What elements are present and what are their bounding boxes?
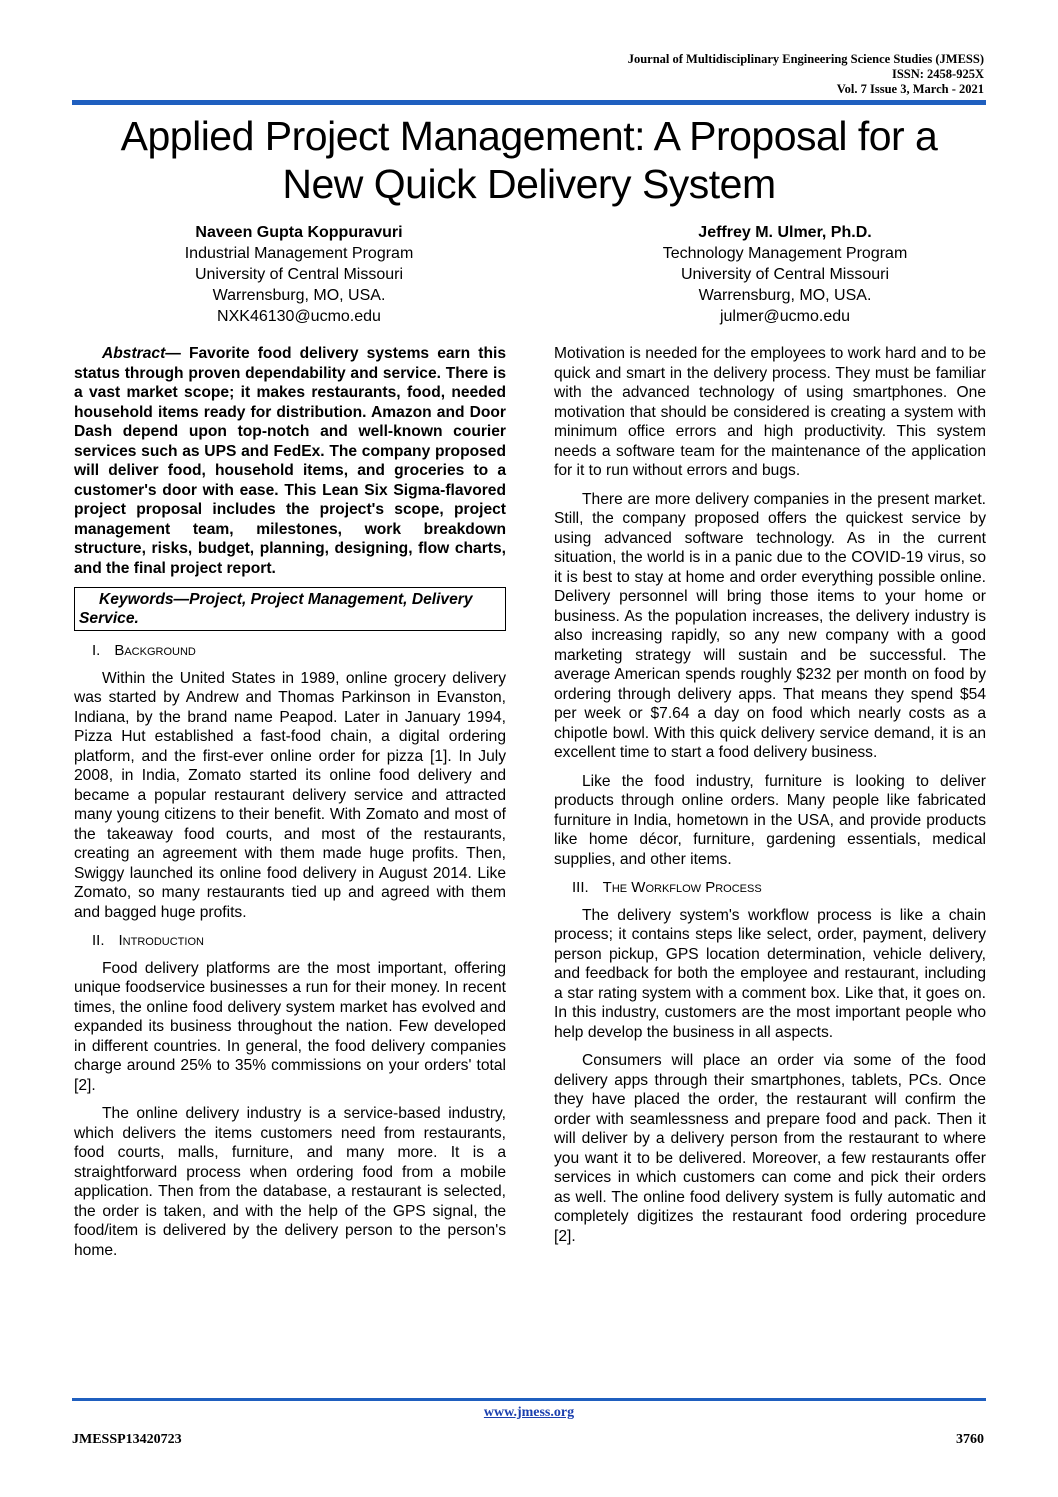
- author-block-2: [585, 222, 985, 327]
- section-number: II.: [92, 932, 105, 949]
- author-univ: University of Central Missouri: [680, 266, 890, 283]
- section-title: The Workflow Process: [602, 879, 762, 896]
- author-name: Jeffrey M. Ulmer, Ph.D.: [698, 224, 872, 241]
- header-rule: [72, 100, 986, 105]
- paragraph: Motivation is needed for the employees to work hard and to be quick and smart in the delivery process. They must be familiar with the advanced technology of using smartphones. One motivation that should be considered is creating a system with minimum office errors and high productivity. This system needs a software team for the maintenance of the application for it to run without errors and bugs.: [554, 345, 986, 479]
- author-block-1: [99, 222, 499, 327]
- paragraph: Food delivery platforms are the most important, offering unique foodservice businesses a run for their money. In recent times, the online food delivery system market has evolved and expanded its business throughout the nation. Few developed in different countries. In general, the food delivery companies charge around 25% to 35% commissions on your orders' total [2].: [74, 959, 506, 1094]
- right-column: [554, 344, 986, 1255]
- author-email[interactable]: julmer@ucmo.edu: [719, 308, 851, 325]
- section-heading-workflow: [572, 878, 986, 898]
- author-location: Warrensburg, MO, USA.: [698, 287, 872, 304]
- title-line-2: New Quick Delivery System: [282, 161, 776, 207]
- left-column: [74, 344, 506, 1269]
- journal-name: Journal of Multidisciplinary Engineering Science Studies (JMESS): [627, 52, 984, 66]
- journal-issn: ISSN: 2458-925X: [891, 67, 984, 81]
- abstract: [74, 344, 506, 578]
- paragraph: The delivery system's workflow process is like a chain process; it contains steps like select, order, payment, delivery person pickup, GPS location determination, vehicle delivery, and feedback for both the employee and restaurant, including a star rating system with a comment box. Like that, it goes on. In this industry, customers are the most important people who help develop the business in all aspects.: [554, 906, 986, 1041]
- author-location: Warrensburg, MO, USA.: [212, 287, 386, 304]
- keywords-box: Keywords—Project, Project Management, Delivery Service.: [74, 587, 506, 631]
- author-name: Naveen Gupta Koppuravuri: [195, 224, 403, 241]
- paragraph: Like the food industry, furniture is looking to deliver products through online orders. Many people like fabricated furniture in India, hometown in the USA, and provide products like home décor, furniture, gardening essentials, medical supplies, and other items.: [554, 772, 986, 868]
- paragraph: Consumers will place an order via some of the food delivery apps through their smartphones, tablets, PCs. Once they have placed the order, the restaurant will confirm the order with seamlessness and prepare food and pack. Then it will deliver by a delivery person from the restaurant to where you want it to be delivered. Moreover, a few restaurants offer services in which customers can come and pick their orders as well. The online food delivery system is fully automatic and completely digitizes the restaurant food ordering procedure [2].: [554, 1052, 986, 1245]
- author-univ: University of Central Missouri: [194, 266, 404, 283]
- section-heading-background: [92, 641, 506, 661]
- footer-page-number: 3760: [956, 1432, 984, 1447]
- journal-volume: Vol. 7 Issue 3, March - 2021: [836, 82, 984, 96]
- section-number: I.: [92, 642, 101, 659]
- paragraph: Within the United States in 1989, online grocery delivery was started by Andrew and Thomas Parkinson in Evanston, Indiana, by the brand name Peapod. Later in January 1994, Pizza Hut established a fast-food chain, a digital ordering platform, and the first-ever online order for pizza [1]. In July 2008, in India, Zomato started its online food delivery and became a popular restaurant delivery service and attracted many young citizens to their benefit. With Zomato and most of the takeaway food courts, and most of the restaurants, creating an agreement with them made huge profits. Then, Swiggy launched its online food delivery in August 2014. Like Zomato, so many restaurants tied up and agreed with them and bagged huge profits.: [74, 669, 506, 921]
- paragraph: The online delivery industry is a service-based industry, which delivers the items customers need from restaurants, food courts, malls, furniture, and many more. It is a straightforward process when ordering food from a mobile application. Then from the database, a restaurant is selected, the order is taken, and with the help of the GPS signal, the food/item is delivered by the delivery person to the person's home.: [74, 1105, 506, 1259]
- section-title: Background: [114, 642, 196, 659]
- journal-header: [628, 52, 984, 97]
- paper-title: [72, 112, 986, 208]
- paragraph: There are more delivery companies in the present market. Still, the company proposed offers the quickest service by using advanced software technology. As in the current situation, the world is in a panic due to the COVID-19 virus, so it is best to stay at home and order everything possible online. Delivery personnel will bring those items to your home or business. As the population increases, the delivery industry is also increasing rapidly, so any new company with a good marketing strategy will sustain and be successful. The average American spends roughly $232 per month on food by ordering through delivery apps. That means they spend $54 per week or $7.64 a day on food which nearly costs as a chipotle bowl. With this quick delivery service demand, it is an excellent time to start a food delivery business.: [554, 490, 986, 761]
- footer-website-link[interactable]: www.jmess.org: [483, 1405, 575, 1420]
- section-heading-introduction: [92, 931, 506, 951]
- author-dept: Technology Management Program: [662, 245, 908, 262]
- abstract-lead: Abstract: [102, 345, 166, 362]
- section-number: III.: [572, 879, 589, 896]
- author-dept: Industrial Management Program: [184, 245, 414, 262]
- footer-rule: [72, 1398, 986, 1401]
- abstract-text: — Favorite food delivery systems earn this status through proven dependability and service. There is a vast market scope; it makes restaurants, food, needed household items ready for distribution. Amazon and Door Dash depend upon top-notch and well-known courier services such as UPS and FedEx. The company proposed will deliver food, household items, and groceries to a customer's door with ease. This Lean Six Sigma-flavored project proposal includes the project's scope, project management team, milestones, work breakdown structure, risks, budget, planning, designing, flow charts, and the final project report.: [74, 345, 506, 577]
- footer-paper-id: JMESSP13420723: [72, 1432, 182, 1447]
- section-title: Introduction: [118, 932, 204, 949]
- title-line-1: Applied Project Management: A Proposal for a: [120, 113, 938, 159]
- author-email[interactable]: NXK46130@ucmo.edu: [217, 308, 381, 325]
